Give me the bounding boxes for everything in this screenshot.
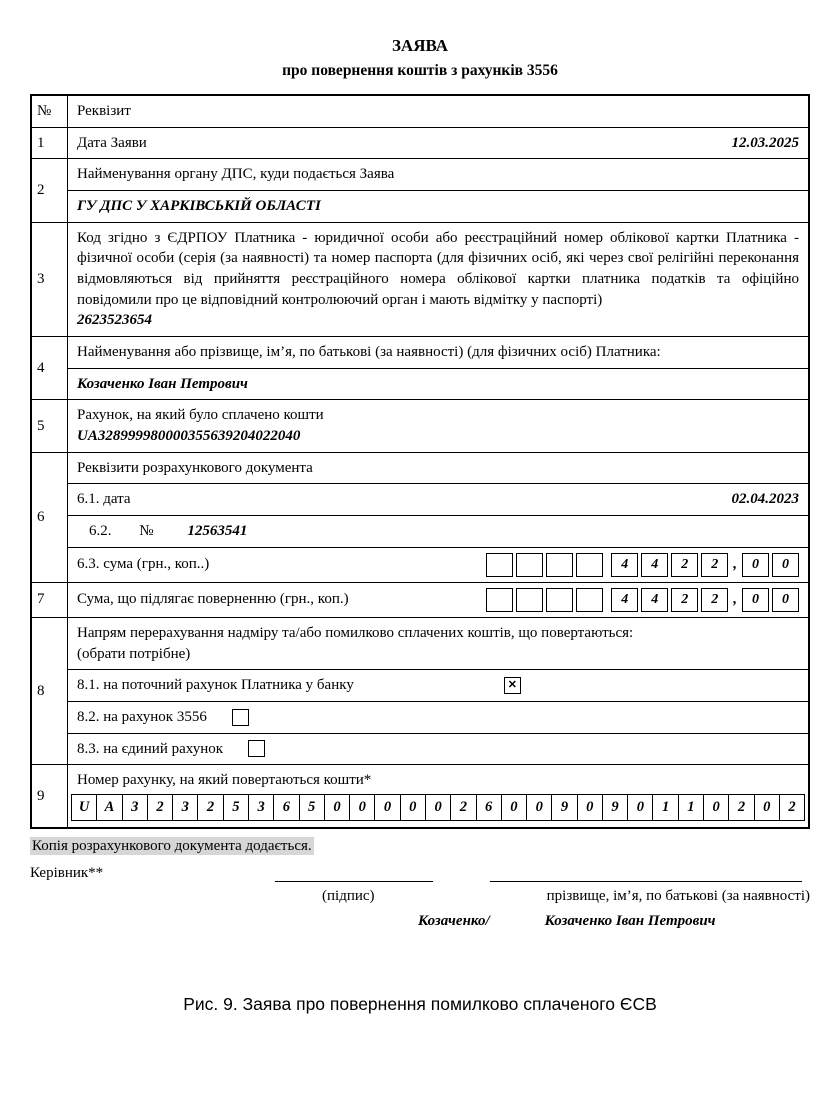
doc-date-label: 6.1. дата (77, 491, 131, 508)
form-cell[interactable]: 9 (602, 794, 628, 821)
payer-name-label-wrap (68, 337, 808, 368)
form-cell[interactable]: 0 (425, 794, 451, 821)
name-caption: прізвище, ім’я, по батькові (за наявності) (546, 887, 810, 904)
form-cell[interactable]: 4 (641, 553, 668, 577)
sum-empty-cells (486, 553, 603, 577)
form-cell[interactable]: 0 (349, 794, 375, 821)
form-cell[interactable]: 1 (652, 794, 678, 821)
form-cell[interactable]: 2 (197, 794, 223, 821)
form-cell[interactable]: 4 (611, 553, 638, 577)
form-cell[interactable]: 5 (299, 794, 325, 821)
signature-captions (30, 886, 810, 907)
form-cell[interactable]: 9 (551, 794, 577, 821)
form-cell[interactable] (486, 588, 513, 612)
row-number: 1 (32, 128, 68, 159)
form-cell[interactable] (576, 588, 603, 612)
header-label-cell (68, 96, 808, 127)
doc-date-line (68, 483, 808, 515)
row6-content (68, 453, 808, 582)
head-label: Керівник** (30, 864, 104, 881)
form-cell[interactable]: 0 (742, 553, 769, 577)
form-cell[interactable]: 5 (223, 794, 249, 821)
option-account-3556-label: 8.2. на рахунок 3556 (77, 708, 207, 725)
refund-account-label: Номер рахунку, на який повертаються кошти* (77, 772, 372, 789)
option-single-account (68, 733, 808, 765)
application-date-label: Дата Заяви (77, 134, 147, 151)
form-cell[interactable]: 0 (526, 794, 552, 821)
form-cell[interactable]: 3 (122, 794, 148, 821)
form-cell[interactable]: 0 (772, 553, 799, 577)
doc-sum-cells (486, 553, 799, 577)
form-cell[interactable]: 2 (671, 553, 698, 577)
form-cell[interactable]: 4 (611, 588, 638, 612)
row3-content (68, 223, 808, 336)
row1-content (68, 128, 808, 159)
direction-header-line1: Напрям перерахування надміру та/або помилково сплачених коштів, що повертаються: (77, 624, 634, 641)
payer-name-value: Козаченко Іван Петрович (68, 368, 808, 400)
form-cell[interactable]: 6 (476, 794, 502, 821)
row-number: 3 (32, 223, 68, 336)
row5-content (68, 400, 808, 451)
name-line (490, 865, 802, 882)
paid-account-block (68, 400, 808, 451)
direction-header (68, 618, 808, 669)
table-row-1 (32, 127, 808, 159)
option-current-account (68, 669, 808, 701)
decimal-comma: , (733, 556, 737, 573)
option-account-3556 (68, 701, 808, 733)
table-header-row (32, 96, 808, 127)
paid-account-label: Рахунок, на який було сплачено кошти (77, 407, 324, 424)
row-number: 8 (32, 618, 68, 764)
refund-sum-line (68, 583, 808, 617)
form-cell[interactable]: 0 (754, 794, 780, 821)
row-number: 2 (32, 159, 68, 221)
table-row-2 (32, 158, 808, 221)
sum-digit-cells (611, 588, 728, 612)
row4-content (68, 337, 808, 399)
sum-empty-cells (486, 588, 603, 612)
row-number: 6 (32, 453, 68, 582)
row1-line (68, 128, 808, 159)
copy-note-highlight: Копія розрахункового документа додається. (32, 837, 312, 854)
form-cell[interactable]: 0 (577, 794, 603, 821)
doc-number-line (68, 515, 808, 547)
form-cell[interactable]: A (96, 794, 122, 821)
doc-sum-line (68, 547, 808, 582)
table-row-8 (32, 617, 808, 764)
form-cell[interactable]: 2 (671, 588, 698, 612)
checkbox-current-account[interactable]: ✕ (504, 677, 521, 694)
form-cell[interactable]: 1 (678, 794, 704, 821)
form-cell[interactable] (516, 588, 543, 612)
form-cell[interactable] (546, 553, 573, 577)
table-row-5 (32, 399, 808, 451)
checkbox-account-3556[interactable] (232, 709, 249, 726)
form-cell[interactable]: 3 (248, 794, 274, 821)
row2-content (68, 159, 808, 221)
form-cell[interactable]: 2 (450, 794, 476, 821)
form-cell[interactable]: 2 (701, 553, 728, 577)
signature-value: Козаченко/ (418, 913, 490, 930)
application-date-value: 12.03.2025 (731, 134, 799, 151)
table-row-7 (32, 582, 808, 617)
copy-note-line (30, 836, 810, 857)
checkbox-single-account[interactable] (248, 740, 265, 757)
form-cell[interactable] (546, 588, 573, 612)
doc-details-label: Реквізити розрахункового документа (77, 459, 313, 476)
form-cell[interactable]: 0 (703, 794, 729, 821)
form-cell[interactable] (516, 553, 543, 577)
form-table (30, 94, 810, 829)
sum-kopeck-cells (742, 588, 799, 612)
form-cell[interactable]: 0 (400, 794, 426, 821)
refund-sum-label: Сума, що підлягає поверненню (грн., коп.) (77, 591, 349, 608)
iban-cells (71, 794, 805, 821)
row8-content (68, 618, 808, 764)
header-label: Реквізит (77, 102, 131, 119)
refund-sum-cells (486, 588, 799, 612)
figure-caption: Рис. 9. Заява про повернення помилково сплаченого ЄСВ (183, 994, 657, 1015)
option-single-account-label: 8.3. на єдиний рахунок (77, 740, 224, 757)
form-subtitle: про повернення коштів з рахунків 3556 (282, 62, 558, 80)
form-cell[interactable]: 0 (324, 794, 350, 821)
form-cell[interactable]: 0 (627, 794, 653, 821)
doc-date-value: 02.04.2023 (731, 491, 799, 508)
direction-header-line2: (обрати потрібне) (77, 645, 191, 662)
form-cell[interactable]: 0 (374, 794, 400, 821)
form-cell[interactable]: 2 (701, 588, 728, 612)
sum-kopeck-cells (742, 553, 799, 577)
form-cell[interactable] (576, 553, 603, 577)
doc-number-value: 12563541 (187, 523, 248, 540)
form-cell[interactable]: 0 (772, 588, 799, 612)
doc-number-label: 6.2. (89, 523, 112, 540)
form-cell[interactable]: 6 (273, 794, 299, 821)
tax-office-value: ГУ ДПС У ХАРКІВСЬКІЙ ОБЛАСТІ (68, 190, 808, 222)
edrpou-label: Код згідно з ЄДРПОУ Платника - юридичної особи або реєстраційний номер облікової картки Платника - фізичної особи (серія (за наявності) та номер паспорта (для фізичних осіб, які через свої релігійні переконання відмовляються від прийняття реєстраційного номера облікової картки платника податків та офіційно повідомили про це відповідний контролюючий орган і мають відмітку у паспорті) (77, 229, 799, 308)
form-cell[interactable]: 3 (172, 794, 198, 821)
payer-name-label: Найменування або прізвище, ім’я, по батькові (за наявності) (для фізичних осіб) Платника: (77, 344, 661, 361)
table-row-4 (32, 336, 808, 399)
row-number: 4 (32, 337, 68, 399)
option-current-account-label: 8.1. на поточний рахунок Платника у банку (77, 677, 354, 694)
form-cell[interactable]: 0 (501, 794, 527, 821)
signature-values (30, 911, 810, 932)
edrpou-value: 2623523654 (77, 312, 152, 329)
form-cell[interactable]: 0 (742, 588, 769, 612)
form-cell[interactable] (486, 553, 513, 577)
edrpou-block (68, 223, 808, 336)
form-cell[interactable]: 2 (728, 794, 754, 821)
table-row-9 (32, 764, 808, 827)
row-number: 7 (32, 583, 68, 617)
signature-line (275, 865, 433, 882)
signature-caption: (підпис) (322, 887, 375, 904)
signature-lines (30, 862, 810, 884)
row7-content (68, 583, 808, 617)
form-cell[interactable]: 2 (779, 794, 805, 821)
form-cell[interactable]: 2 (147, 794, 173, 821)
form-title: ЗАЯВА (391, 36, 449, 55)
form-cell[interactable]: U (71, 794, 97, 821)
sum-digit-cells (611, 553, 728, 577)
tax-office-label: Найменування органу ДПС, куди подається Заява (77, 166, 395, 183)
row9-content (68, 765, 808, 827)
paid-account-value: UA328999980000355639204022040 (77, 428, 301, 445)
full-name-value: Козаченко Іван Петрович (544, 913, 716, 930)
decimal-comma: , (733, 591, 737, 608)
row-number: 5 (32, 400, 68, 451)
doc-sum-label: 6.3. сума (грн., коп..) (77, 556, 210, 573)
header-number-cell: № (32, 96, 68, 127)
number-sign: № (139, 523, 154, 540)
form-cell[interactable]: 4 (641, 588, 668, 612)
table-row-6 (32, 452, 808, 582)
table-row-3 (32, 222, 808, 336)
row-number: 9 (32, 765, 68, 827)
